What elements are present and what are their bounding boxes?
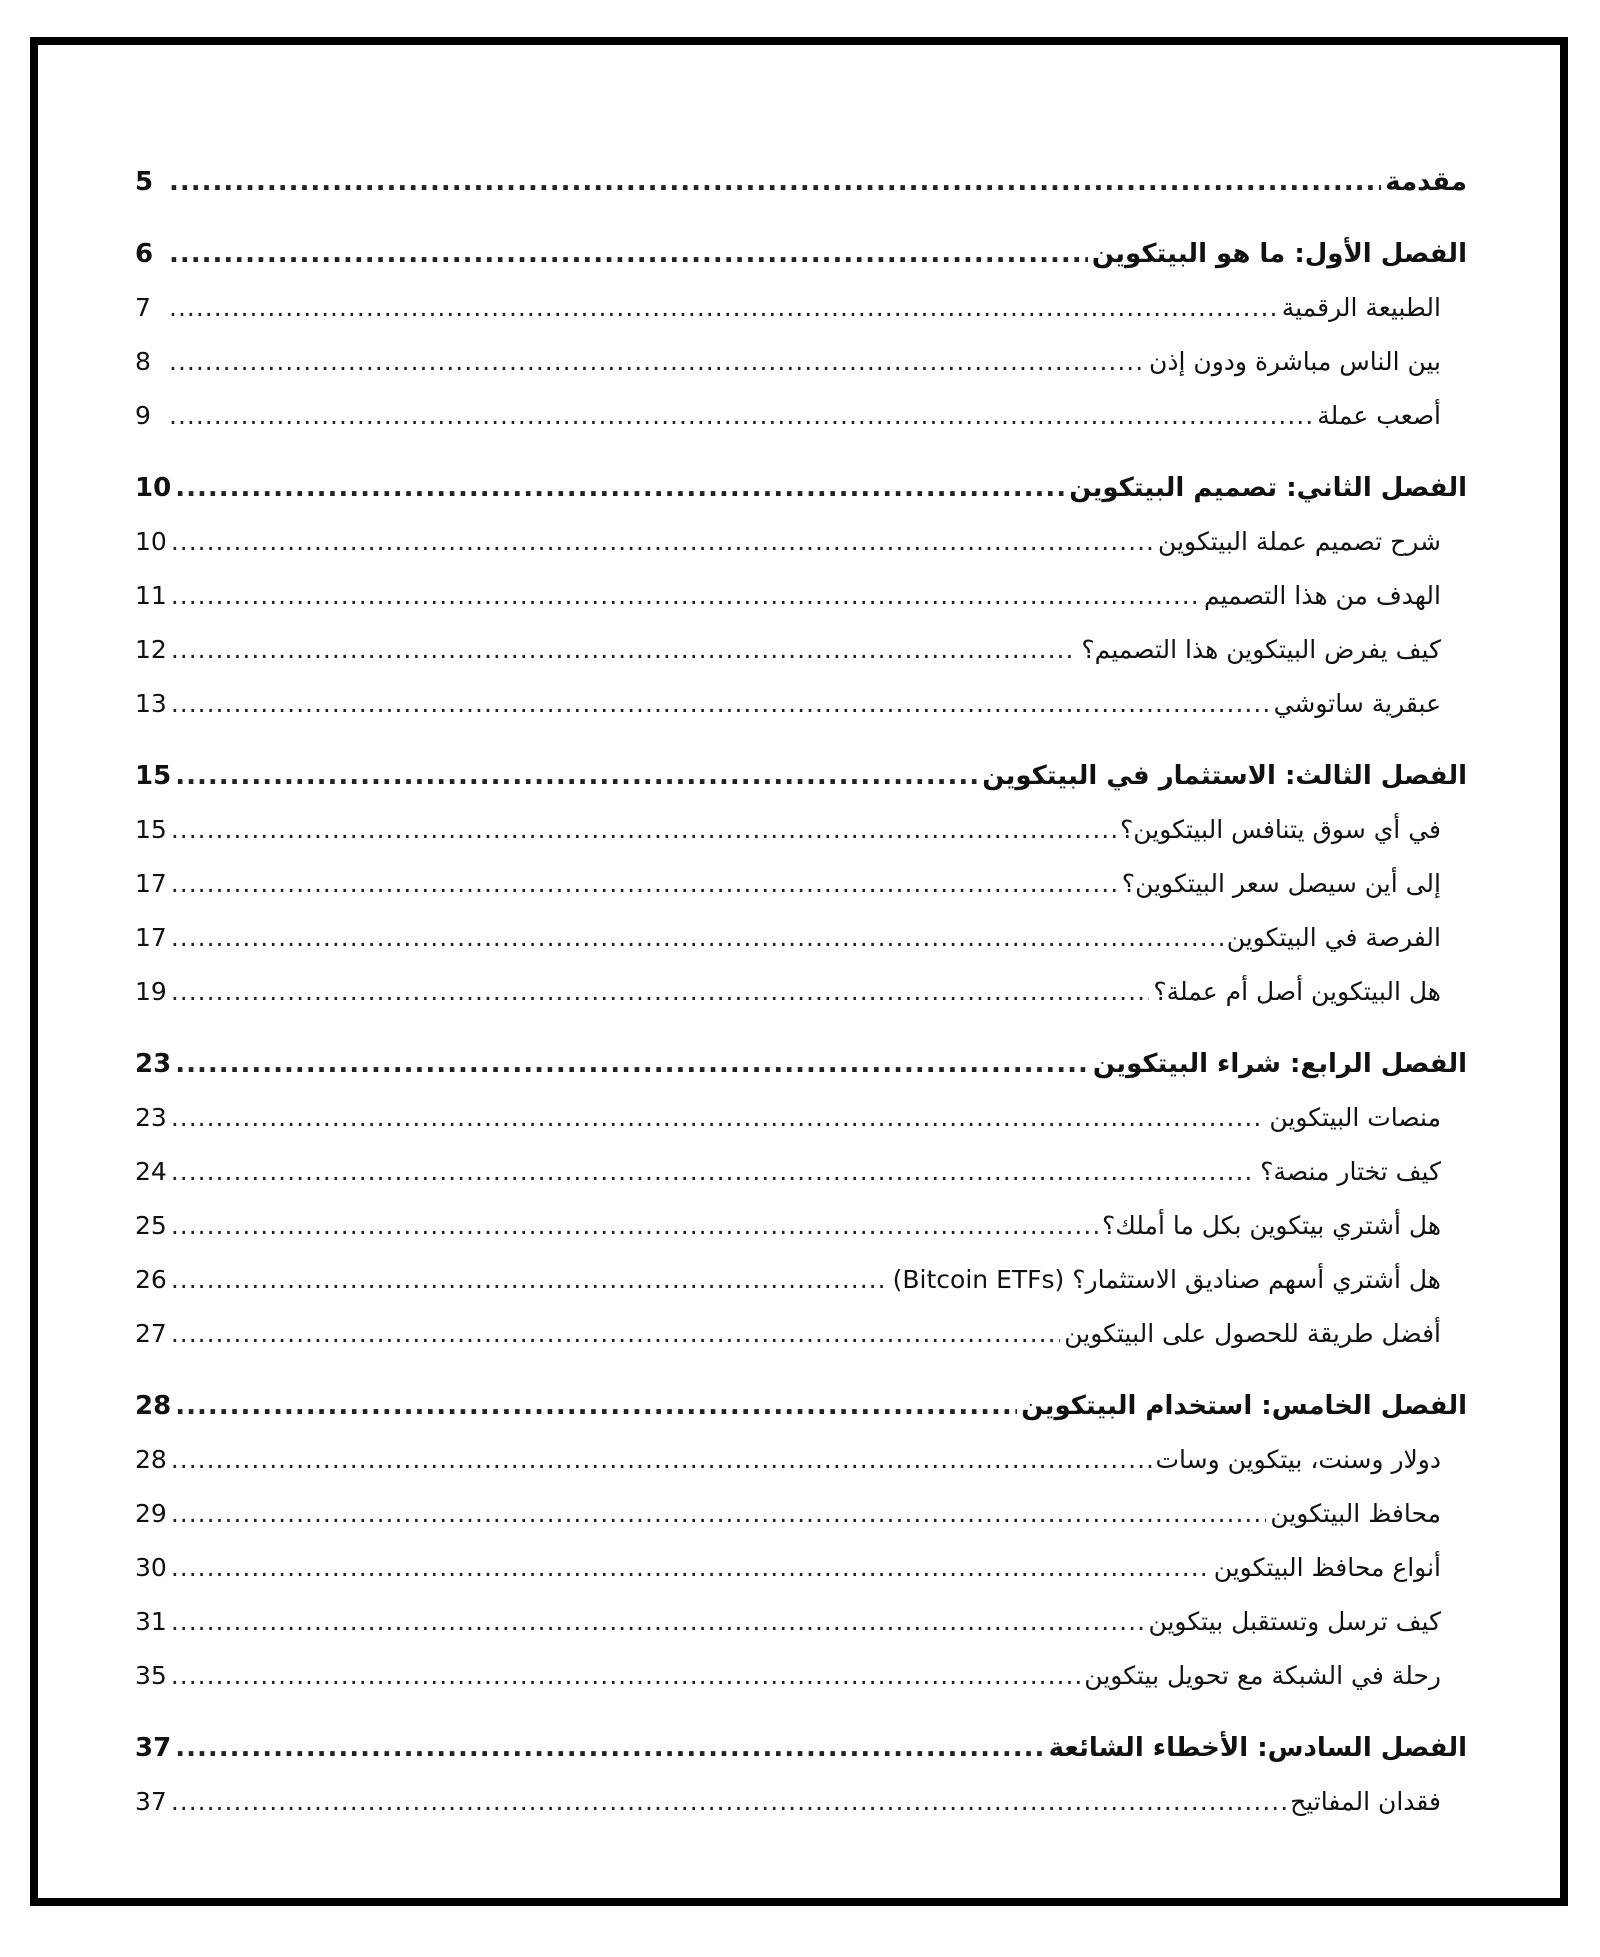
toc-entry-title: رحلة في الشبكة مع تحويل بيتكوين bbox=[1084, 1661, 1441, 1690]
toc-entry-title: الفصل الثاني: تصميم البيتكوين bbox=[1069, 473, 1467, 503]
toc-entry-title: شرح تصميم عملة البيتكوين bbox=[1158, 527, 1441, 556]
toc-chapter-entry bbox=[135, 1721, 1467, 1775]
dot-leader bbox=[169, 389, 1313, 443]
toc-section-entry bbox=[135, 515, 1467, 569]
dot-leader bbox=[171, 515, 1154, 569]
dot-leader bbox=[169, 335, 1145, 389]
toc-page-number: 29 bbox=[135, 1499, 167, 1528]
toc-section-entry bbox=[135, 857, 1467, 911]
toc-entry-title: الهدف من هذا التصميم bbox=[1203, 581, 1441, 610]
toc-section-entry bbox=[135, 803, 1467, 857]
dot-leader bbox=[175, 749, 978, 803]
toc-entry-title: الفصل الثالث: الاستثمار في البيتكوين bbox=[982, 761, 1467, 791]
toc-entry-title: أنواع محافظ البيتكوين bbox=[1213, 1553, 1441, 1582]
toc-chapter-entry bbox=[135, 749, 1467, 803]
toc-section-entry bbox=[135, 965, 1467, 1019]
toc-section-entry bbox=[135, 1307, 1467, 1361]
dot-leader bbox=[171, 965, 1150, 1019]
toc-section-entry bbox=[135, 281, 1467, 335]
toc-entry-title: فقدان المفاتيح bbox=[1290, 1787, 1441, 1816]
toc-entry-title: أصعب عملة bbox=[1317, 401, 1441, 430]
toc-entry-title: هل أشتري أسهم صناديق الاستثمار؟ (Bitcoin ETFs) bbox=[892, 1265, 1441, 1294]
toc-entry-title: دولار وسنت، بيتكوين وسات bbox=[1155, 1445, 1441, 1474]
toc-entry-title: هل البيتكوين أصل أم عملة؟ bbox=[1153, 977, 1441, 1006]
dot-leader bbox=[175, 1721, 1044, 1775]
dot-leader bbox=[171, 1199, 1098, 1253]
toc-page-number: 10 bbox=[135, 527, 167, 556]
toc-page-number: 5 bbox=[135, 167, 154, 197]
toc-page-number: 26 bbox=[135, 1265, 167, 1294]
toc-entry-title: بين الناس مباشرة ودون إذن bbox=[1148, 347, 1441, 376]
toc-entry-title: الفصل الخامس: استخدام البيتكوين bbox=[1021, 1391, 1467, 1421]
toc-page-number: 30 bbox=[135, 1553, 167, 1582]
toc-page-number: 24 bbox=[135, 1157, 167, 1186]
dot-leader bbox=[171, 911, 1223, 965]
toc-entry-title: الفصل الرابع: شراء البيتكوين bbox=[1092, 1049, 1467, 1079]
toc-section-entry bbox=[135, 1595, 1467, 1649]
toc-entry-title: الفصل السادس: الأخطاء الشائعة bbox=[1048, 1733, 1467, 1763]
table-of-contents bbox=[135, 155, 1467, 1829]
toc-page-number: 35 bbox=[135, 1661, 167, 1690]
toc-page-number: 28 bbox=[135, 1391, 172, 1421]
toc-chapter-entry bbox=[135, 1379, 1467, 1433]
toc-entry-title: الطبيعة الرقمية bbox=[1281, 293, 1441, 322]
dot-leader bbox=[171, 1307, 1060, 1361]
toc-section-entry bbox=[135, 1541, 1467, 1595]
dot-leader bbox=[169, 281, 1278, 335]
dot-leader bbox=[169, 155, 1381, 209]
toc-chapter-entry bbox=[135, 1037, 1467, 1091]
toc-page-number: 27 bbox=[135, 1319, 167, 1348]
toc-section-entry bbox=[135, 1649, 1467, 1703]
toc-entry-title: إلى أين سيصل سعر البيتكوين؟ bbox=[1121, 869, 1441, 898]
dot-leader bbox=[171, 803, 1116, 857]
toc-page-number: 31 bbox=[135, 1607, 167, 1636]
toc-section-entry bbox=[135, 389, 1467, 443]
toc-page-number: 28 bbox=[135, 1445, 167, 1474]
toc-chapter-entry bbox=[135, 461, 1467, 515]
dot-leader bbox=[171, 1595, 1145, 1649]
dot-leader bbox=[171, 1775, 1286, 1829]
toc-entry-title: كيف يفرض البيتكوين هذا التصميم؟ bbox=[1081, 635, 1441, 664]
dot-leader bbox=[171, 1541, 1210, 1595]
toc-page-number: 11 bbox=[135, 581, 167, 610]
toc-page-number: 7 bbox=[135, 293, 151, 322]
dot-leader bbox=[171, 1433, 1152, 1487]
toc-section-entry bbox=[135, 1199, 1467, 1253]
toc-page-number: 25 bbox=[135, 1211, 167, 1240]
toc-section-entry bbox=[135, 1145, 1467, 1199]
toc-section-entry bbox=[135, 1487, 1467, 1541]
toc-entry-title: منصات البيتكوين bbox=[1269, 1103, 1441, 1132]
toc-section-entry bbox=[135, 1253, 1467, 1307]
dot-leader bbox=[171, 1649, 1080, 1703]
toc-entry-title: مقدمة bbox=[1385, 167, 1467, 197]
toc-page-number: 23 bbox=[135, 1103, 167, 1132]
toc-entry-title: هل أشتري بيتكوين بكل ما أملك؟ bbox=[1101, 1211, 1441, 1240]
dot-leader bbox=[171, 623, 1078, 677]
toc-page-number: 9 bbox=[135, 401, 151, 430]
toc-page-number: 15 bbox=[135, 815, 167, 844]
dot-leader bbox=[169, 227, 1088, 281]
toc-page-number: 17 bbox=[135, 923, 167, 952]
toc-chapter-entry bbox=[135, 227, 1467, 281]
toc-page-number: 6 bbox=[135, 239, 154, 269]
dot-leader bbox=[171, 677, 1270, 731]
toc-page-number: 19 bbox=[135, 977, 167, 1006]
dot-leader bbox=[175, 1037, 1089, 1091]
toc-page-number: 10 bbox=[135, 473, 172, 503]
toc-entry-title: أفضل طريقة للحصول على البيتكوين bbox=[1064, 1319, 1441, 1348]
toc-entry-title: عبقرية ساتوشي bbox=[1273, 689, 1441, 718]
toc-section-entry bbox=[135, 1433, 1467, 1487]
dot-leader bbox=[171, 1145, 1256, 1199]
toc-section-entry bbox=[135, 1091, 1467, 1145]
toc-section-entry bbox=[135, 335, 1467, 389]
toc-page-number: 12 bbox=[135, 635, 167, 664]
dot-leader bbox=[175, 461, 1065, 515]
toc-section-entry bbox=[135, 677, 1467, 731]
toc-page-number: 23 bbox=[135, 1049, 172, 1079]
toc-entry-title: كيف تختار منصة؟ bbox=[1260, 1157, 1441, 1186]
toc-section-entry bbox=[135, 623, 1467, 677]
toc-entry-title: محافظ البيتكوين bbox=[1270, 1499, 1441, 1528]
toc-section-entry bbox=[135, 911, 1467, 965]
dot-leader bbox=[171, 1487, 1267, 1541]
toc-page-number: 37 bbox=[135, 1787, 167, 1816]
dot-leader bbox=[171, 569, 1200, 623]
dot-leader bbox=[171, 1253, 889, 1307]
toc-page-number: 15 bbox=[135, 761, 172, 791]
toc-section-entry bbox=[135, 1775, 1467, 1829]
toc-page-number: 13 bbox=[135, 689, 167, 718]
toc-page-number: 37 bbox=[135, 1733, 172, 1763]
toc-page-number: 8 bbox=[135, 347, 151, 376]
toc-entry-title: الفصل الأول: ما هو البيتكوين bbox=[1091, 239, 1467, 269]
toc-entry-title: الفرصة في البيتكوين bbox=[1226, 923, 1441, 952]
toc-entry-title: كيف ترسل وتستقبل بيتكوين bbox=[1148, 1607, 1441, 1636]
toc-section-entry bbox=[135, 569, 1467, 623]
dot-leader bbox=[171, 857, 1118, 911]
toc-chapter-entry bbox=[135, 155, 1467, 209]
toc-page-number: 17 bbox=[135, 869, 167, 898]
dot-leader bbox=[171, 1091, 1266, 1145]
toc-entry-title: في أي سوق يتنافس البيتكوين؟ bbox=[1119, 815, 1441, 844]
dot-leader bbox=[175, 1379, 1017, 1433]
